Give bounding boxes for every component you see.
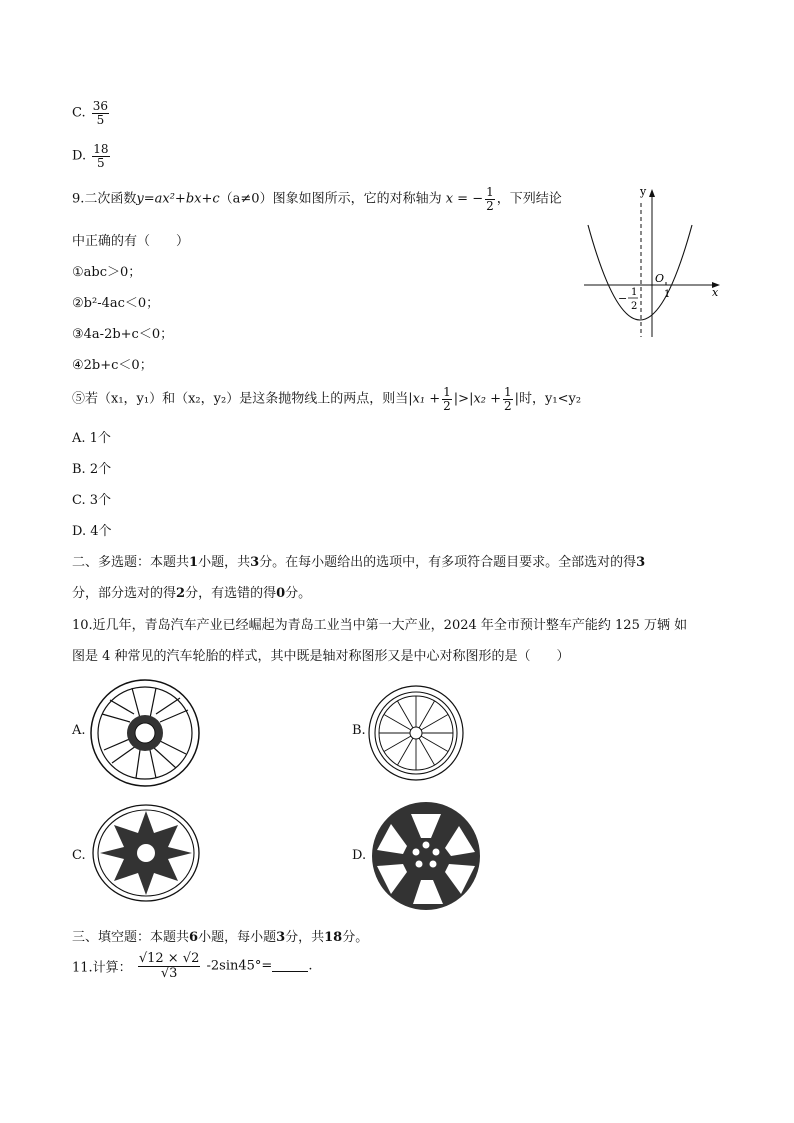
num: 0 xyxy=(276,586,286,601)
num: 6 xyxy=(189,930,199,945)
q11-end: . xyxy=(308,958,313,974)
num: 3 xyxy=(276,930,286,945)
neg-half-num: 1 xyxy=(631,287,638,298)
num: 18 xyxy=(324,930,343,945)
answer-blank[interactable] xyxy=(272,959,308,972)
q9-option-a: A. 1个 xyxy=(72,431,111,446)
wheel-c-image xyxy=(92,803,202,903)
q9-option-b: B. 2个 xyxy=(72,462,112,477)
option-label: D. xyxy=(72,148,87,164)
text: 分。 xyxy=(342,930,369,945)
text: 分。 xyxy=(285,586,312,601)
section2-line2 xyxy=(72,582,311,601)
frac-den: 2 xyxy=(504,398,512,413)
text: 小题，每小题 xyxy=(198,930,277,945)
text: 分，共 xyxy=(285,930,325,945)
fraction xyxy=(92,143,109,169)
q9-statement-4: ④2b+c＜0； xyxy=(72,358,153,373)
q9-statement-2: ②b²-4ac＜0； xyxy=(72,296,160,311)
q9-statement-1: ①abc＞0； xyxy=(72,265,142,280)
q10-label-a: A. xyxy=(72,723,86,738)
frac-den: 2 xyxy=(443,398,451,413)
q9-stem xyxy=(72,186,562,212)
q8-option-c xyxy=(72,100,111,126)
s5-abs-2: |>|x₂ + xyxy=(453,391,502,407)
neg-half-den: 2 xyxy=(631,301,638,312)
frac-num: √12 × √2 xyxy=(138,951,200,966)
q9-option-d: D. 4个 xyxy=(72,524,112,539)
num: 1 xyxy=(189,555,199,570)
section2-line1 xyxy=(72,551,645,570)
frac-den: √3 xyxy=(160,965,178,981)
q9-statement-3: ③4a-2b+c＜0； xyxy=(72,327,174,342)
frac-num: 1 xyxy=(486,185,494,199)
frac-num: 1 xyxy=(443,385,451,399)
text: 小题，共 xyxy=(198,555,251,570)
frac-den: 5 xyxy=(96,112,105,127)
y-axis-label: y xyxy=(640,185,647,198)
text: 分，有选错的得 xyxy=(185,586,277,601)
frac-den: 2 xyxy=(486,198,494,213)
wheel-b-image xyxy=(368,685,468,785)
section3-header xyxy=(72,926,368,945)
q9-stem-c: 中正确的有（ ） xyxy=(72,234,190,249)
frac-num: 36 xyxy=(92,99,109,113)
q11-rest: -2sin45°= xyxy=(206,958,273,974)
option-label: C. xyxy=(72,105,86,121)
frac-num: 18 xyxy=(93,142,109,156)
q11-prefix: 11.计算： xyxy=(72,960,132,976)
text: 三、填空题：本题共 xyxy=(72,930,190,945)
q9-statement-5 xyxy=(72,386,581,412)
q10-line1: 10.近几年，青岛汽车产业已经崛起为青岛工业当中第一大产业，2024 年全市预计整车产能约 125 万辆 如 xyxy=(72,618,688,633)
s5-text-a: ⑤若（x₁，y₁）和（x₂，y₂）是这条抛物线上的两点，则当 xyxy=(72,391,409,407)
frac-num: 1 xyxy=(504,385,512,399)
q9-axis-lhs: x = − xyxy=(445,191,484,207)
num: 3 xyxy=(636,555,646,570)
q10-label-b: B. xyxy=(352,723,366,738)
q10-label-d: D. xyxy=(352,848,367,863)
text: 分，部分选对的得 xyxy=(72,586,177,601)
fraction xyxy=(485,186,495,212)
q11-fraction xyxy=(138,952,201,980)
q9-stem-a: 9.二次函数 xyxy=(72,191,137,207)
q10-line2: 图是 4 种常见的汽车轮胎的样式，其中既是轴对称图形又是中心对称图形的是（ ） xyxy=(72,649,570,664)
wheel-d-image xyxy=(371,802,481,912)
q10-label-c: C. xyxy=(72,848,86,863)
x-axis-label: x xyxy=(712,286,719,299)
origin-label: O xyxy=(655,272,665,285)
minus-sign: − xyxy=(618,292,628,305)
fraction xyxy=(442,386,452,412)
text: 分。在每小题给出的选项中，有多项符合题目要求。全部选对的得 xyxy=(259,555,637,570)
fraction xyxy=(503,386,513,412)
q9-condition: （a≠0）图象如图所示，它的对称轴为 xyxy=(219,191,442,207)
one-label: 1 xyxy=(664,289,671,300)
y-axis-arrow xyxy=(649,189,655,197)
s5-text-d: |时，y₁<y₂ xyxy=(514,391,582,407)
fraction xyxy=(92,100,109,126)
wheel-a-image xyxy=(90,678,200,788)
parabola-graph xyxy=(580,185,730,345)
q8-option-d xyxy=(72,143,112,169)
q11 xyxy=(72,952,312,980)
q9-option-c: C. 3个 xyxy=(72,493,112,508)
parabola-curve xyxy=(588,225,692,320)
num: 2 xyxy=(176,586,186,601)
frac-den: 5 xyxy=(97,155,105,170)
q9-function: y=ax²+bx+c xyxy=(136,191,220,207)
num: 3 xyxy=(250,555,260,570)
q9-stem-b: ，下列结论 xyxy=(496,191,562,207)
s5-abs-1: |x₁ + xyxy=(408,391,441,407)
text: 二、多选题：本题共 xyxy=(72,555,190,570)
